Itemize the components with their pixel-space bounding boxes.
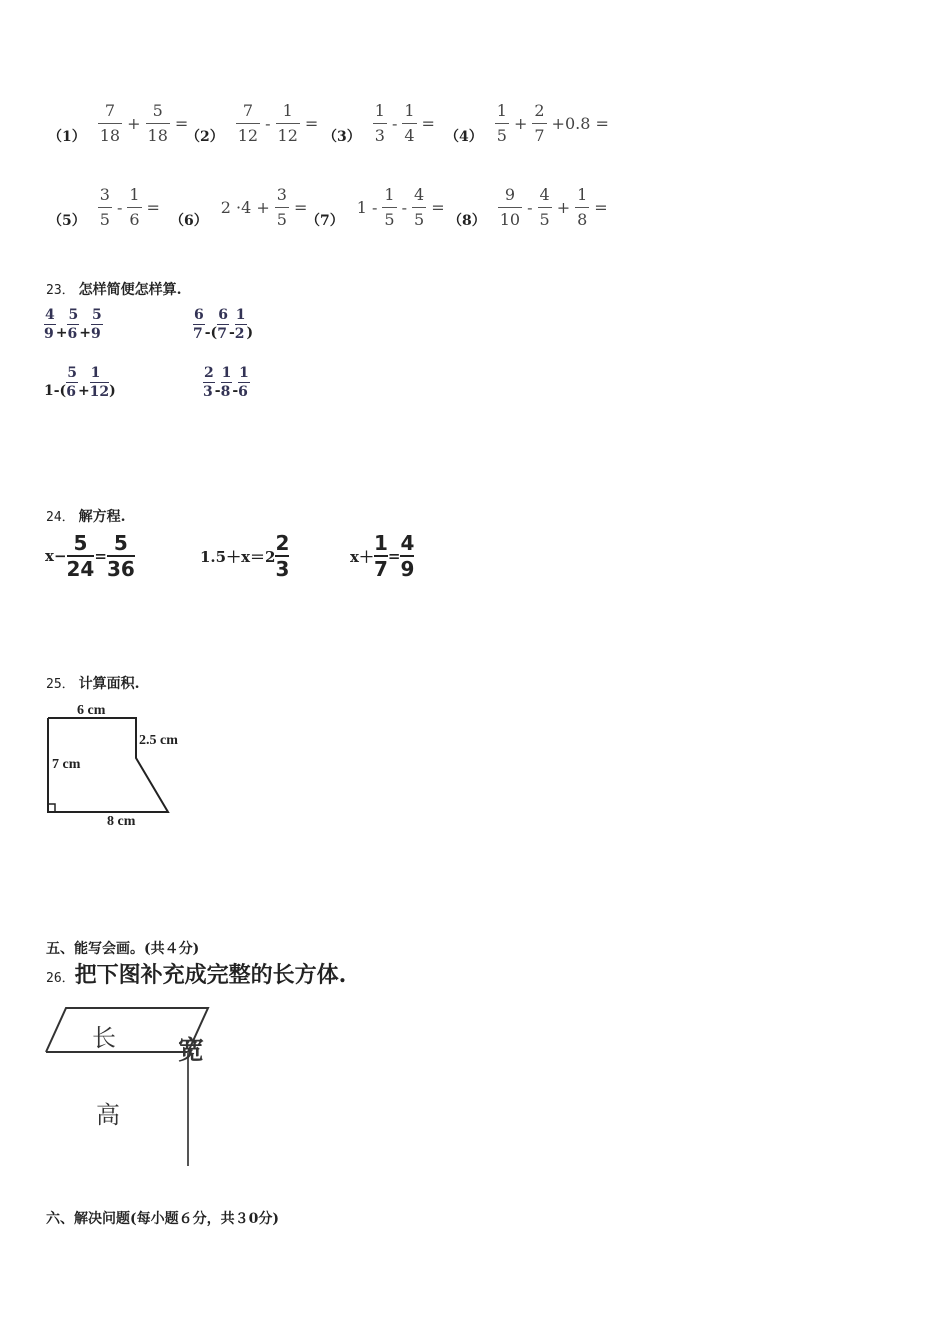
q23-number: 23． — [46, 283, 75, 298]
denominator: 5 — [412, 207, 426, 228]
expression — [496, 184, 611, 229]
fraction — [235, 308, 247, 341]
fraction — [217, 308, 229, 341]
operator: + — [79, 325, 91, 341]
fraction — [66, 366, 78, 399]
eq3-equals: = — [387, 547, 401, 565]
q23-item-3 — [44, 366, 116, 399]
denominator: 6 — [127, 207, 141, 228]
label-width: 宽 — [178, 1036, 205, 1066]
label-left: 7 cm — [52, 757, 81, 772]
numerator: 1 — [282, 100, 293, 120]
oral-calc-section — [48, 100, 668, 260]
fraction — [203, 366, 215, 399]
numerator: 1 — [129, 184, 140, 204]
numerator: 1 — [577, 184, 588, 204]
denominator: 5 — [382, 207, 396, 228]
expression — [354, 184, 448, 229]
numerator: 6 — [194, 307, 204, 323]
eq2-prefix: 1.5＋x＝2 — [200, 547, 276, 566]
operator: 2 ·4 + — [220, 197, 270, 217]
denominator: 9 — [44, 326, 54, 342]
fraction — [127, 184, 141, 229]
problem-7 — [306, 184, 448, 230]
denominator: 7 — [532, 123, 546, 144]
eq1-fraction-left: $\frac{5}{24}$ — [66, 531, 95, 581]
fraction — [276, 100, 300, 145]
problem-2 — [186, 100, 321, 146]
fraction — [146, 100, 170, 145]
numerator: 5 — [91, 307, 102, 323]
operator: + — [127, 113, 141, 133]
denominator: 3 — [203, 384, 213, 400]
numerator: 1 — [221, 365, 232, 381]
operator: = — [421, 113, 435, 133]
numerator: 5 — [67, 365, 77, 381]
operator: = — [304, 113, 319, 133]
denominator: 4 — [402, 123, 416, 144]
numerator: 5 — [152, 100, 163, 120]
operator: = — [594, 197, 608, 217]
eq1-fraction-right: $\frac{5}{36}$ — [106, 531, 135, 581]
operator: 1 - — [356, 197, 378, 217]
fraction — [538, 184, 552, 229]
denominator: 10 — [498, 207, 522, 228]
problem-6 — [170, 184, 310, 230]
q23-item-4 — [203, 366, 250, 399]
fraction — [67, 308, 79, 341]
q26-title: 把下图补充成完整的长方体. — [74, 962, 347, 988]
numerator: 7 — [242, 100, 254, 120]
operator: +0.8 = — [551, 113, 609, 133]
numerator: 1 — [239, 365, 249, 381]
eq2-fraction: 2 3 — [275, 531, 290, 581]
numerator: 1 — [496, 100, 507, 120]
q25-number: 25． — [46, 677, 75, 692]
eq1-equals: = — [94, 547, 107, 565]
fraction — [498, 184, 522, 229]
denominator: 5 — [538, 207, 552, 228]
numerator: 4 — [414, 184, 425, 204]
numerator: 1 — [404, 100, 415, 120]
problem-label: （5） — [48, 213, 86, 229]
label-top: 6 cm — [77, 703, 106, 718]
fraction — [275, 184, 289, 229]
operator: + — [77, 383, 90, 399]
denominator: 8 — [575, 207, 589, 228]
label-length: 长 — [92, 1024, 116, 1052]
numerator: 4 — [45, 307, 55, 323]
q24-number: 24． — [46, 510, 75, 525]
denominator: 9 — [90, 326, 101, 342]
denominator: 7 — [217, 326, 227, 342]
q25-title: 计算面积. — [78, 676, 140, 692]
operator: 1-( — [44, 383, 67, 399]
label-right: 2.5 cm — [139, 733, 178, 748]
problem-label: （2） — [186, 129, 224, 145]
fraction — [221, 366, 233, 399]
numerator: 1 — [235, 307, 246, 323]
denominator: 7 — [193, 326, 203, 342]
numerator: 2 — [534, 100, 545, 120]
equation-1 — [45, 533, 135, 579]
fraction — [532, 100, 546, 145]
denominator: 8 — [220, 384, 231, 400]
operator: - — [214, 383, 221, 399]
numerator: 3 — [99, 184, 110, 204]
numerator: 6 — [218, 307, 228, 323]
q26-heading — [46, 958, 346, 989]
equation-3 — [350, 533, 414, 579]
problem-8 — [448, 184, 611, 230]
right-angle-mark — [48, 804, 55, 812]
problem-3 — [323, 100, 438, 146]
numerator: 1 — [90, 365, 101, 381]
eq3-fraction-right: $\frac{4}{9}$ — [400, 531, 415, 581]
denominator: 12 — [276, 123, 300, 144]
operator: - — [391, 113, 398, 133]
q25-heading — [46, 673, 140, 693]
cuboid-figure — [40, 1000, 280, 1175]
operator: = — [146, 197, 160, 217]
problem-4 — [445, 100, 612, 146]
numerator: 3 — [276, 184, 287, 204]
problem-5 — [48, 184, 163, 230]
operator: ) — [109, 383, 116, 399]
problem-label: （4） — [445, 129, 483, 145]
expression — [234, 100, 322, 145]
numerator: 1 — [374, 100, 385, 120]
problem-label: （7） — [306, 213, 344, 229]
expression — [96, 184, 163, 229]
label-bottom: 8 cm — [107, 814, 136, 829]
operator: + — [513, 113, 528, 133]
numerator: 7 — [104, 100, 116, 120]
operator: + — [556, 197, 571, 217]
numerator: 9 — [504, 184, 516, 204]
q23-item-1 — [44, 308, 103, 341]
numerator: 5 — [68, 307, 79, 323]
fraction — [44, 308, 56, 341]
operator: = — [293, 197, 308, 217]
fraction — [402, 100, 416, 145]
denominator: 6 — [66, 384, 76, 400]
q23-heading — [46, 279, 182, 299]
problem-label: （1） — [48, 129, 86, 145]
denominator: 12 — [236, 123, 260, 144]
numerator: 4 — [539, 184, 550, 204]
denominator: 3 — [373, 123, 387, 144]
denominator: 5 — [275, 207, 289, 228]
fraction — [575, 184, 589, 229]
section-5-title: 五、能写会画。(共４分) — [46, 941, 200, 957]
fraction — [90, 366, 109, 399]
fraction — [238, 366, 250, 399]
numerator: 1 — [384, 184, 395, 204]
expression — [493, 100, 612, 145]
expression — [371, 100, 438, 145]
denominator: 12 — [89, 384, 110, 400]
denominator: 5 — [98, 207, 112, 228]
operator: - — [265, 113, 271, 133]
expression — [96, 100, 192, 145]
fraction — [412, 184, 426, 229]
fraction — [236, 100, 260, 145]
denominator: 6 — [67, 326, 78, 342]
denominator: 18 — [98, 123, 122, 144]
denominator: 18 — [146, 123, 170, 144]
q24-heading — [46, 506, 126, 526]
section-6-title: 六、解决问题(每小题６分，共３0分) — [46, 1211, 279, 1227]
expression — [218, 184, 311, 229]
problem-label: （3） — [323, 129, 361, 145]
operator: - — [401, 197, 408, 217]
operator: - — [232, 383, 239, 399]
problem-label: （8） — [448, 213, 486, 229]
operator: - — [527, 197, 533, 217]
operator: = — [174, 113, 189, 133]
fraction — [91, 308, 103, 341]
denominator: 5 — [495, 123, 509, 144]
q23-title: 怎样简便怎样算. — [78, 282, 182, 298]
fraction — [382, 184, 396, 229]
problem-label: （6） — [170, 213, 208, 229]
fraction — [495, 100, 509, 145]
operator: ) — [246, 325, 254, 341]
q24-title: 解方程. — [78, 509, 126, 525]
operator: - — [116, 197, 123, 217]
equation-2 — [200, 533, 289, 579]
numerator: 2 — [204, 365, 214, 381]
eq3-prefix: x＋ — [350, 547, 374, 566]
denominator: 6 — [238, 384, 248, 400]
label-height: 高 — [96, 1101, 120, 1129]
operator: - — [228, 325, 235, 341]
fraction — [98, 100, 122, 145]
denominator: 2 — [234, 326, 245, 342]
eq3-fraction-left: $\frac{1}{7}$ — [373, 531, 388, 581]
operator: = — [431, 197, 445, 217]
problem-1 — [48, 100, 191, 146]
fraction — [98, 184, 112, 229]
fraction — [193, 308, 205, 341]
q26-number: 26． — [46, 971, 75, 986]
eq1-prefix: x− — [45, 547, 67, 565]
operator: + — [55, 325, 68, 341]
fraction — [373, 100, 387, 145]
operator: -( — [204, 325, 218, 341]
q23-item-2 — [193, 308, 253, 341]
